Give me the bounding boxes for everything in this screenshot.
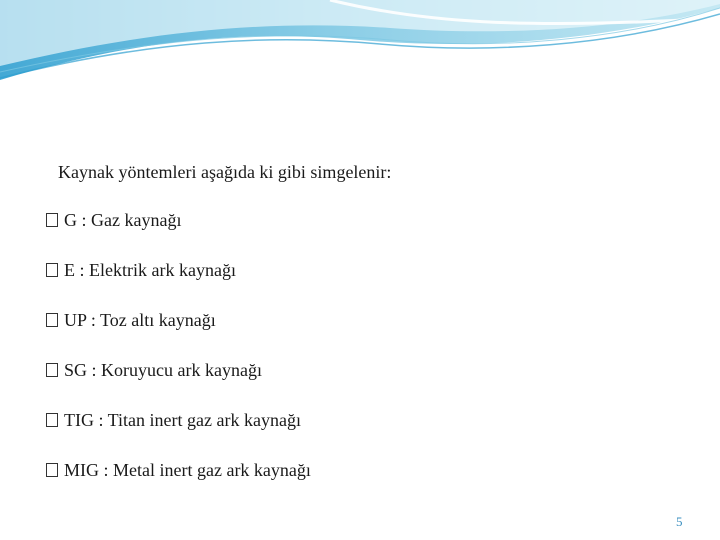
bullet-item-tig: [46, 408, 311, 458]
bullet-list: [46, 208, 311, 508]
missing-glyph-box-icon: [46, 463, 58, 477]
bullet-text: MIG : Metal inert gaz ark kaynağı: [64, 460, 311, 480]
missing-glyph-box-icon: [46, 413, 58, 427]
bullet-text: E : Elektrik ark kaynağı: [64, 260, 236, 280]
bullet-item-sg: [46, 358, 311, 408]
missing-glyph-box-icon: [46, 263, 58, 277]
bullet-text: UP : Toz altı kaynağı: [64, 310, 216, 330]
bullet-text: SG : Koruyucu ark kaynağı: [64, 360, 262, 380]
bullet-item-mig: [46, 458, 311, 508]
header-wave-decoration: [0, 0, 720, 90]
bullet-text: G : Gaz kaynağı: [64, 210, 182, 230]
bullet-item-g: [46, 208, 311, 258]
intro-text: Kaynak yöntemleri aşağıda ki gibi simgelenir:: [58, 162, 392, 182]
page-number: 5: [676, 514, 683, 529]
missing-glyph-box-icon: [46, 213, 58, 227]
bullet-item-up: [46, 308, 311, 358]
bullet-text: TIG : Titan inert gaz ark kaynağı: [64, 410, 301, 430]
bullet-item-e: [46, 258, 311, 308]
missing-glyph-box-icon: [46, 363, 58, 377]
missing-glyph-box-icon: [46, 313, 58, 327]
